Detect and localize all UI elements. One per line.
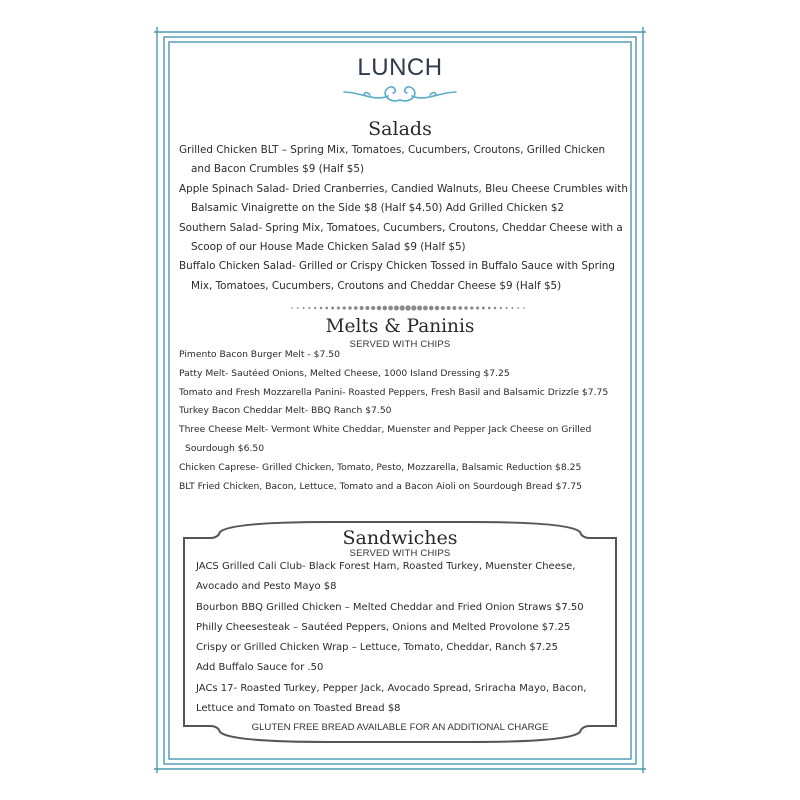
menu-item (196, 679, 606, 720)
divider-dot (523, 307, 525, 309)
menu-item (196, 557, 606, 598)
divider-dot (348, 306, 352, 310)
divider-dot (377, 306, 381, 310)
menu-item (179, 180, 629, 219)
divider-dot (423, 306, 428, 311)
item-line: Sourdough $6.50 (185, 442, 265, 454)
item-line: JACS Grilled Cali Club- Black Forest Ham, Roasted Turkey, Muenster Cheese, (196, 561, 576, 572)
menu-item (179, 459, 629, 478)
item-line: Crispy or Grilled Chicken Wrap – Lettuce, Tomato, Cheddar, Ranch $7.25 (196, 642, 559, 654)
divider-dot (470, 306, 473, 309)
item-line: Apple Spinach Salad- Dried Cranberries, Candied Walnuts, Bleu Cheese Crumbles with (179, 182, 628, 195)
menu-item (196, 658, 606, 678)
divider-dot (388, 306, 393, 311)
divider-dot (365, 306, 369, 310)
melts-heading: Melts & Paninis (325, 316, 475, 337)
divider-dot (297, 307, 299, 309)
dotted-divider (288, 304, 528, 312)
divider-dot (482, 307, 485, 310)
menu-item (196, 598, 606, 618)
divider-dot (411, 305, 416, 310)
melts-subtitle: SERVED WITH CHIPS (349, 339, 451, 350)
divider-dot (458, 306, 462, 310)
divider-dot (291, 307, 293, 309)
item-line: Philly Cheesesteak – Sautéed Peppers, Onions and Melted Provolone $7.25 (196, 621, 571, 633)
divider-dot (464, 306, 468, 310)
item-line: Grilled Chicken BLT – Spring Mix, Tomatoes, Cucumbers, Croutons, Grilled Chicken (179, 144, 606, 156)
item-line: Buffalo Chicken Salad- Grilled or Crispy Chicken Tossed in Buffalo Sauce with Spring (179, 260, 615, 273)
item-line: Mix, Tomatoes, Cucumbers, Croutons and Cheddar Cheese $9 (Half $5) (191, 279, 562, 292)
divider-dot (452, 306, 456, 310)
item-line: Add Buffalo Sauce for .50 (196, 662, 324, 674)
item-line: Scoop of our House Made Chicken Salad $9 (Half $5) (191, 241, 466, 254)
sandwiches-list (196, 557, 606, 719)
sandwiches-subtitle: SERVED WITH CHIPS (349, 548, 451, 559)
divider-dot (435, 306, 439, 310)
divider-dot (343, 306, 346, 309)
gluten-free-note: GLUTEN FREE BREAD AVAILABLE FOR AN ADDITIONAL CHARGE (251, 722, 549, 733)
menu-item (179, 384, 629, 403)
divider-dot (506, 307, 508, 309)
divider-dot (405, 305, 410, 310)
divider-dot (325, 307, 328, 310)
divider-dot (494, 307, 497, 310)
divider-dot (320, 307, 323, 310)
salads-list (179, 141, 629, 296)
divider-dot (394, 305, 399, 310)
divider-dot (400, 305, 405, 310)
menu-item (179, 402, 629, 421)
divider-dot (429, 306, 434, 311)
divider-dot (371, 306, 375, 310)
item-line: Avocado and Pesto Mayo $8 (196, 581, 337, 593)
divider-dot (337, 306, 340, 309)
item-line: JACs 17- Roasted Turkey, Pepper Jack, Avocado Spread, Sriracha Mayo, Bacon, (196, 682, 587, 694)
divider-dot (331, 307, 334, 310)
divider-dot (354, 306, 358, 310)
menu-item (179, 346, 629, 365)
divider-dot (303, 307, 305, 309)
menu-item (179, 365, 629, 384)
divider-dot (447, 306, 451, 310)
item-line: Chicken Caprese- Grilled Chicken, Tomato, Pesto, Mozzarella, Balsamic Reduction $8.25 (179, 461, 582, 473)
item-line: Lettuce and Tomato on Toasted Bread $8 (196, 703, 401, 715)
item-line: Balsamic Vinaigrette on the Side $8 (Half $4.50) Add Grilled Chicken $2 (191, 202, 565, 215)
menu-item (179, 257, 629, 296)
item-line: BLT Fried Chicken, Bacon, Lettuce, Tomato and a Bacon Aioli on Sourdough Bread $7.75 (179, 480, 582, 492)
menu-item (179, 421, 629, 459)
menu-item (179, 141, 629, 180)
divider-dot (500, 307, 502, 309)
menu-item (196, 618, 606, 638)
menu-title: LUNCH (357, 54, 443, 81)
menu-item (179, 219, 629, 258)
divider-dot (417, 305, 422, 310)
divider-dot (511, 307, 513, 309)
item-line: Southern Salad- Spring Mix, Tomatoes, Cucumbers, Croutons, Cheddar Cheese with a (179, 221, 623, 234)
divider-dot (476, 306, 479, 309)
item-line: and Bacon Crumbles $9 (Half $5) (191, 163, 365, 176)
divider-dot (360, 306, 364, 310)
item-line: Patty Melt- Sautéed Onions, Melted Cheese, 1000 Island Dressing $7.25 (179, 367, 510, 379)
item-line: Turkey Bacon Cheddar Melt- BBQ Ranch $7.50 (179, 405, 392, 417)
divider-dot (314, 307, 316, 309)
divider-dot (517, 307, 519, 309)
swirl-ornament-icon (340, 80, 460, 106)
divider-dot (488, 307, 491, 310)
item-line: Tomato and Fresh Mozzarella Panini- Roasted Peppers, Fresh Basil and Balsamic Drizzle $7.75 (179, 386, 609, 398)
divider-dot (382, 306, 387, 311)
divider-dot (441, 306, 445, 310)
sandwiches-heading: Sandwiches (342, 527, 458, 549)
menu-item (196, 638, 606, 658)
divider-dot (308, 307, 310, 309)
salads-heading: Salads (368, 118, 432, 140)
item-line: Bourbon BBQ Grilled Chicken – Melted Cheddar and Fried Onion Straws $7.50 (196, 601, 584, 613)
item-line: Three Cheese Melt- Vermont White Cheddar, Muenster and Pepper Jack Cheese on Grilled (179, 424, 592, 436)
menu-item (179, 478, 629, 497)
melts-list (179, 346, 629, 496)
item-line: Pimento Bacon Burger Melt - $7.50 (179, 349, 340, 360)
